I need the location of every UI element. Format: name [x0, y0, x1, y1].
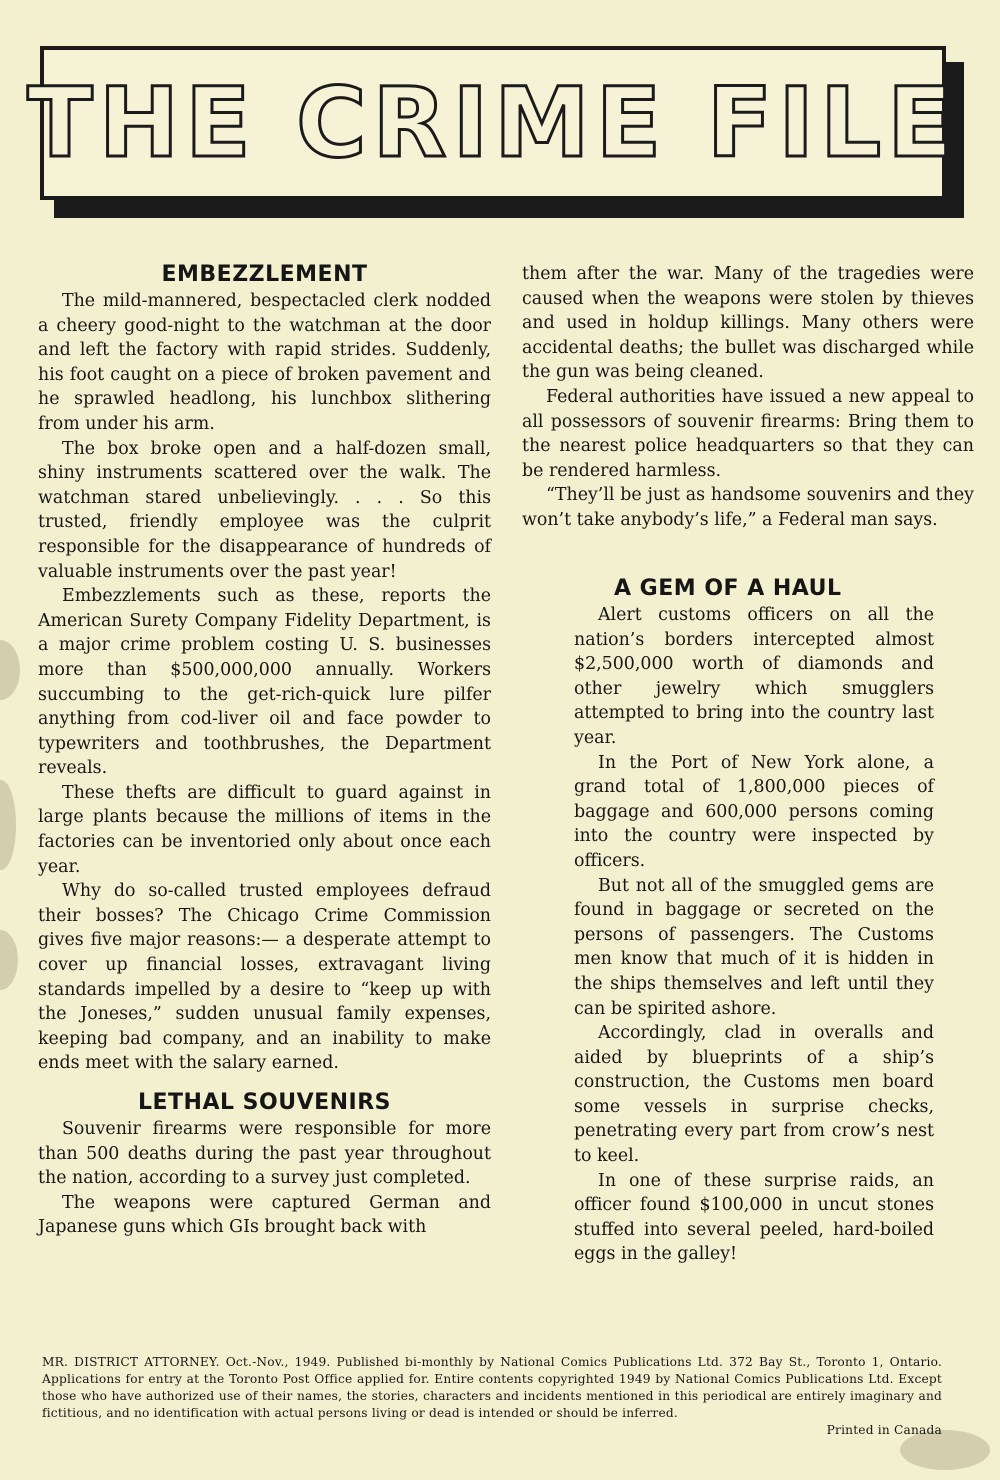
- paragraph: The mild-mannered, bespectacled clerk nodded a cheery good-night to the watchman at the door and left the factory with rapid strides. Suddenly, his foot caught on a piece of broken pavement and he sprawled headlong, his lunchbox slithering from under his arm.: [38, 291, 491, 434]
- publication-footer: [42, 1354, 942, 1439]
- paragraph: Embezzlements such as these, reports the American Surety Company Fidelity Department, is a major crime problem costing U. S. businesses more than $500,000,000 annually. Workers succumbing to the get-rich-quick lure pilfer anything from cod-liver oil and face powder to typewriters and toothbrushes, the Department reveals.: [38, 586, 491, 779]
- page-title: THE CRIME FILE: [27, 67, 959, 179]
- paragraph: In one of these surprise raids, an officer found $100,000 in uncut stones stuffed into several peeled, hard-boiled eggs in the galley!: [574, 1170, 934, 1265]
- section-heading-embezzlement: EMBEZZLEMENT: [161, 262, 368, 287]
- paragraph: The weapons were captured German and Japanese guns which GIs brought back with: [38, 1192, 491, 1238]
- footer-printed-in: Printed in Canada: [826, 1423, 942, 1437]
- right-column-top: [522, 262, 974, 533]
- left-column: [38, 262, 491, 1240]
- paragraph: The box broke open and a half-dozen small, shiny instruments scattered over the walk. The watchman stared unbelievingly. . . . So this trusted, friendly employee was the culprit responsible for the disappearance of hundreds of valuable instruments over the past year!: [38, 438, 491, 582]
- paragraph: “They’ll be just as handsome souvenirs and they won’t take anybody’s life,” a Federal man says.: [522, 485, 974, 530]
- paragraph: In the Port of New York alone, a grand total of 1,800,000 pieces of baggage and 600,000 persons coming into the country were inspected by officers.: [574, 752, 934, 871]
- paragraph: Souvenir firearms were responsible for more than 500 deaths during the past year throughout the nation, according to a survey just completed.: [38, 1119, 491, 1189]
- section-heading-gem-of-a-haul: A GEM OF A HAUL: [614, 576, 842, 601]
- page-stain: [0, 930, 18, 990]
- paragraph: them after the war. Many of the tragedies were caused when the weapons were stolen by thieves and used in holdup killings. Many others were accidental deaths; the bullet was discharged while the gun was being cleaned.: [522, 264, 974, 383]
- page-stain: [0, 780, 16, 870]
- section-heading-lethal-souvenirs: LETHAL SOUVENIRS: [137, 1090, 392, 1115]
- paragraph: Alert customs officers on all the nation’s borders intercepted almost $2,500,000 worth of diamonds and other jewelry which smugglers attempted to bring into the country last year.: [574, 605, 934, 748]
- title-banner: [27, 46, 970, 222]
- paragraph: Why do so-called trusted employees defraud their bosses? The Chicago Crime Commission gives five major reasons:— a desperate attempt to cover up financial losses, extravagant living standards impelled by a desire to “keep up with the Joneses,” sudden unusual family expenses, keeping bad company, and an inability to make ends meet with the salary earned.: [38, 881, 491, 1074]
- footer-legal-text: MR. DISTRICT ATTORNEY. Oct.-Nov., 1949. Published bi-monthly by National Comics Publications Ltd. 372 Bay St., Toronto 1, Ontario. Applications for entry at the Toronto Post Office applied for. Entire contents copyrighted 1949 by National Comics Publications Ltd. Except those who have authorized use of their names, the stories, characters and incidents mentioned in this periodical are entirely imaginary and fictitious, and no identification with actual persons living or dead is intended or should be inferred.: [42, 1355, 942, 1420]
- page-stain: [0, 640, 20, 700]
- paragraph: Federal authorities have issued a new appeal to all possessors of souvenir firearms: Bring them to the nearest police headquarters so that they can be rendered harmless.: [522, 386, 974, 481]
- right-column-gem-section: [574, 576, 934, 1267]
- title-banner-frame: [27, 46, 959, 200]
- paragraph: But not all of the smuggled gems are found in baggage or secreted on the persons of passengers. The Customs men know that much of it is hidden in the ships themselves and left until they can be spirited ashore.: [574, 875, 934, 1019]
- paragraph: These thefts are difficult to guard against in large plants because the millions of items in the factories can be inventoried only about once each year.: [38, 782, 491, 877]
- paragraph: Accordingly, clad in overalls and aided by blueprints of a ship’s construction, the Customs men board some vessels in surprise checks, penetrating every part from crow’s nest to keel.: [574, 1023, 934, 1167]
